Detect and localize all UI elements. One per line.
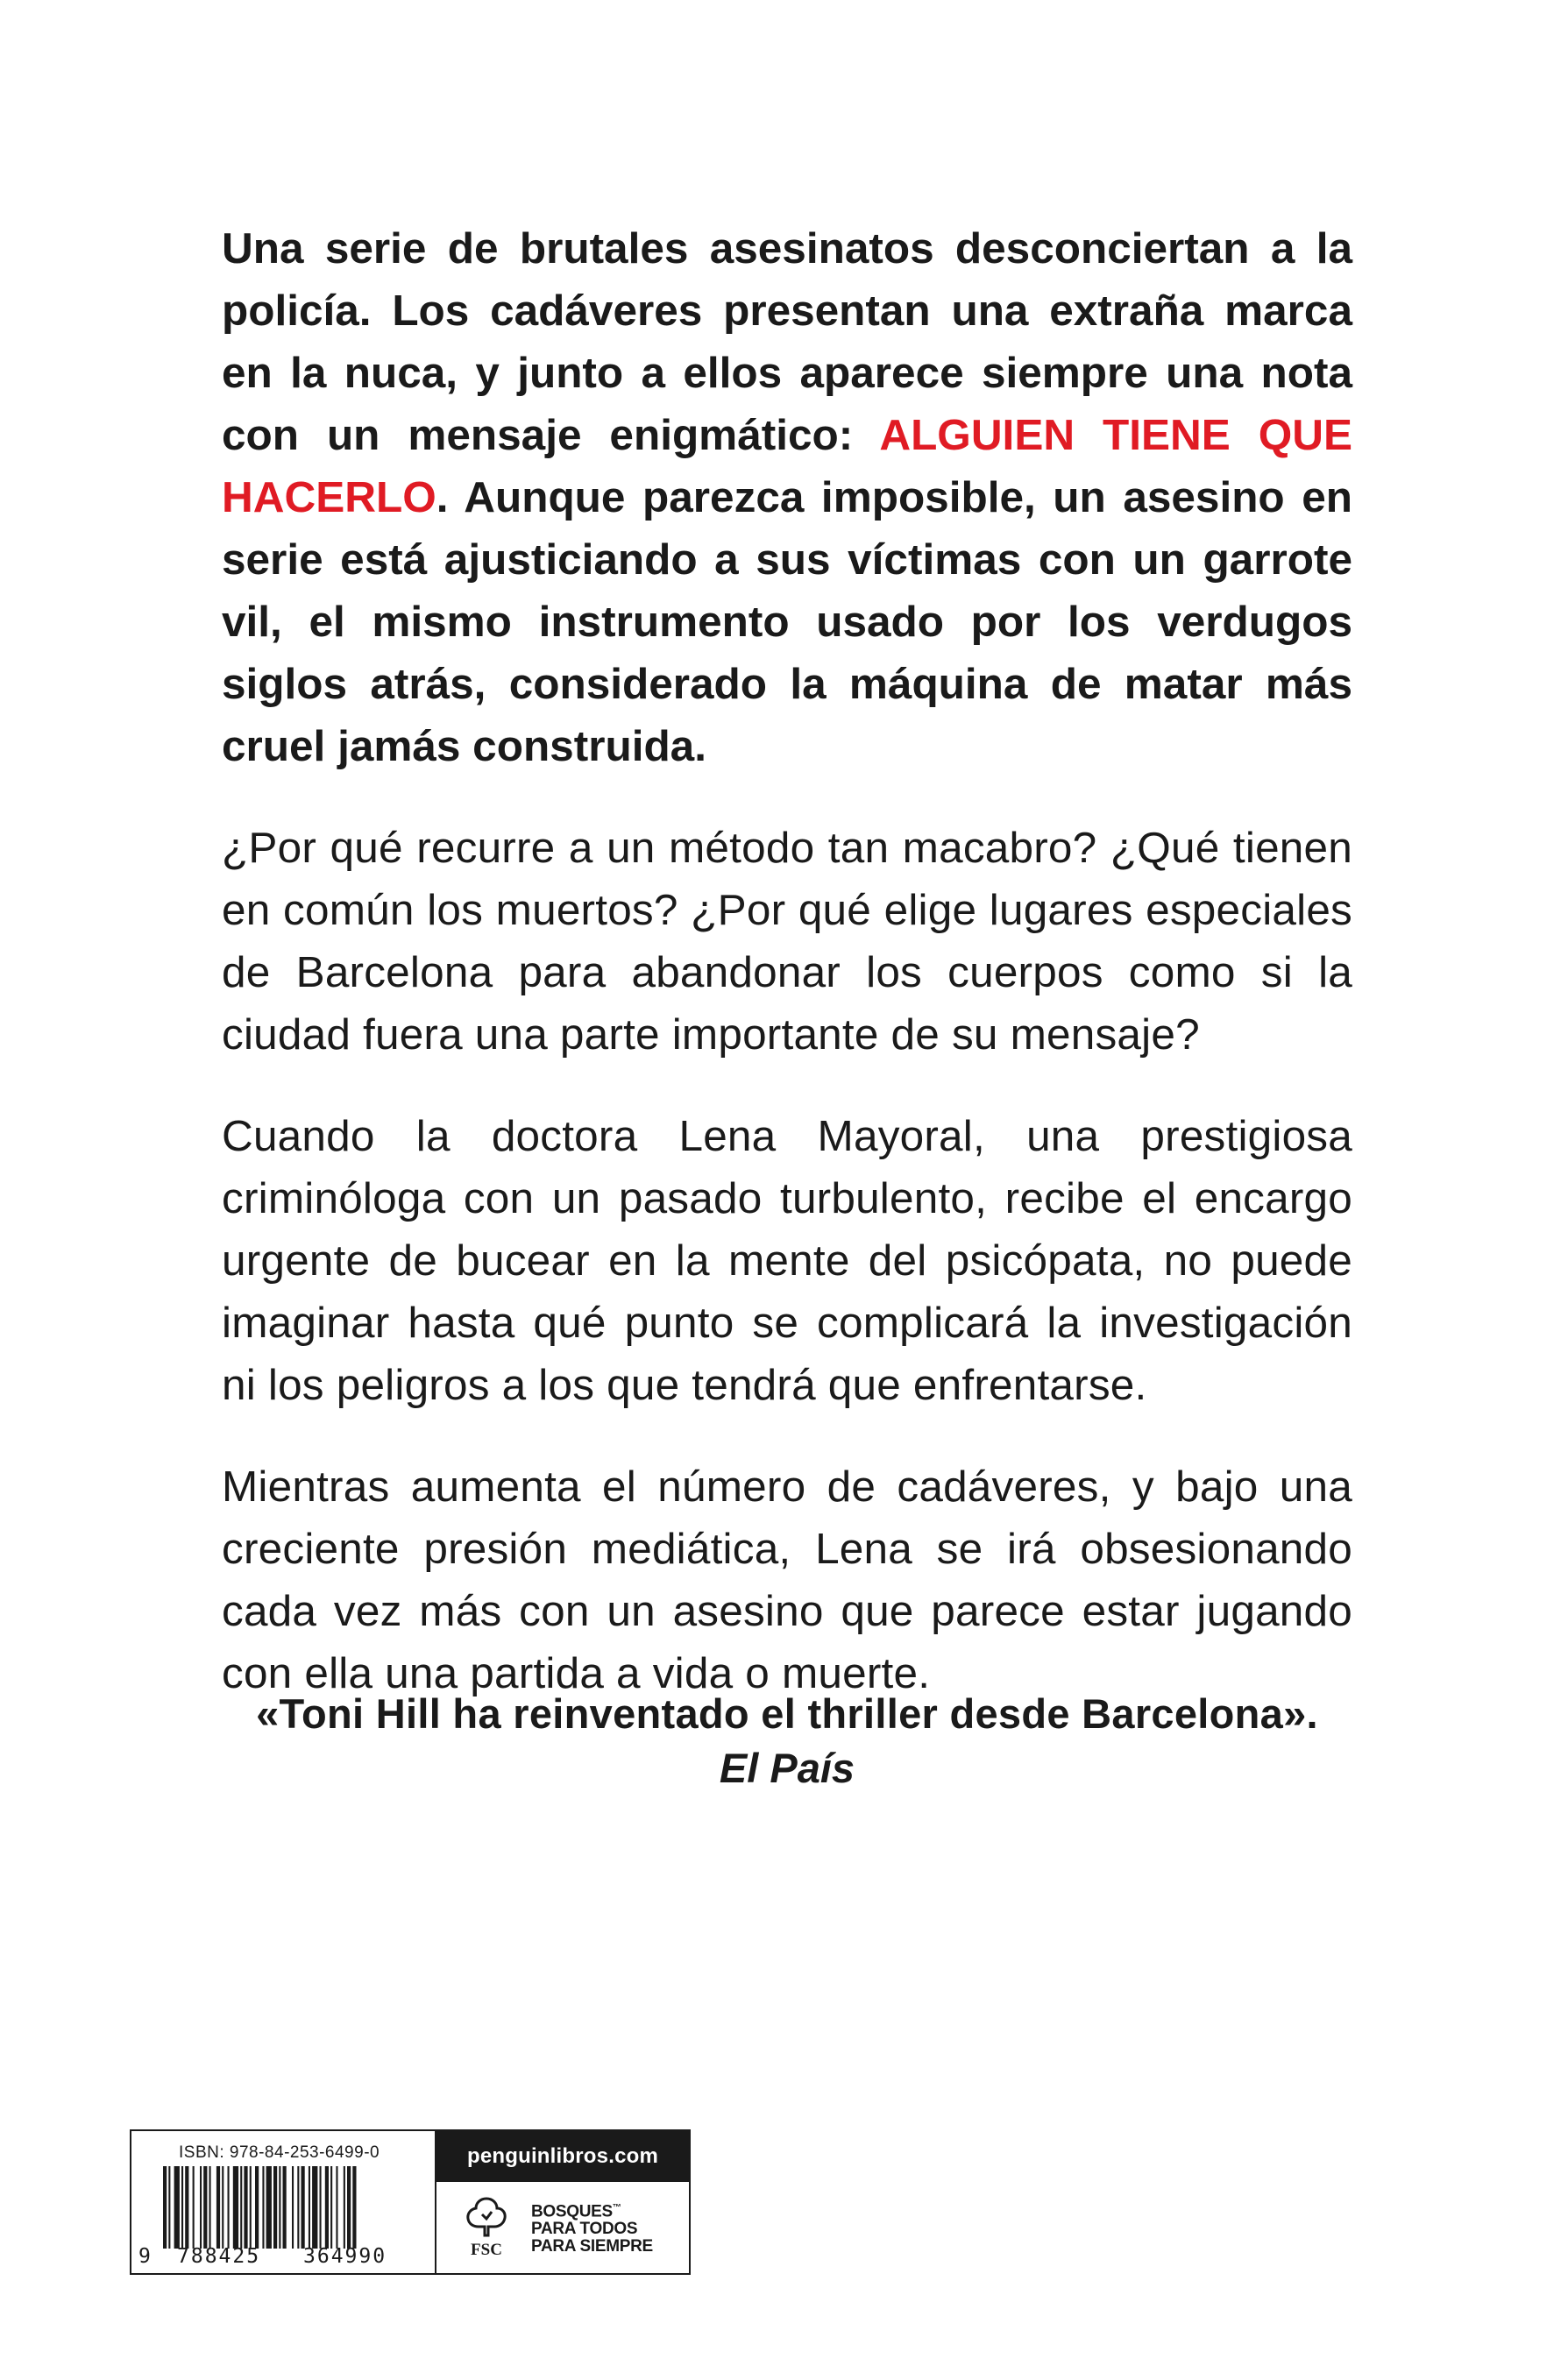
fsc-slogan-word-1: BOSQUES — [531, 2202, 613, 2221]
barcode-area — [131, 2131, 436, 2273]
barcode-bar — [200, 2166, 202, 2249]
barcode-bar — [330, 2166, 332, 2249]
fsc-slogan-line-2: PARA TODOS — [531, 2220, 638, 2239]
barcode-bar — [279, 2166, 280, 2249]
barcode-bar — [250, 2166, 252, 2249]
blurb-paragraph-2: ¿Por qué recurre a un método tan macabro? ¿Qué tienen en común los muertos? ¿Por qué elige lugares especiales de Barcelona para abandonar los cuerpos como si la ciudad fuera una parte importante de su mensaje? — [222, 824, 1352, 1059]
blurb-paragraph-1-start: Una serie de brutales asesinatos desconciertan a la policía. Los cadáveres presentan una extraña marca en la nuca, y junto a ellos aparece siempre una nota con un mensaje enigmático: — [222, 224, 1352, 459]
barcode-bar — [244, 2166, 247, 2249]
blurb-paragraph-4: Mientras aumenta el número de cadáveres, y bajo una creciente presión mediática, Lena se irá obsesionando cada vez más con un asesino que parece estar jugando con ella una partida a vida o muerte. — [222, 1463, 1352, 1697]
barcode-icon — [163, 2166, 426, 2249]
fsc-slogan — [531, 2199, 653, 2256]
barcode-bar — [347, 2166, 351, 2249]
fsc-label: FSC — [471, 2241, 502, 2259]
barcode-bar — [297, 2166, 299, 2249]
barcode-bar — [203, 2166, 207, 2249]
barcode-bar — [163, 2166, 167, 2249]
barcode-bar — [266, 2166, 272, 2249]
back-cover-blurb — [222, 217, 1352, 1744]
barcode-bar — [240, 2166, 242, 2249]
highlight-phrase: ALGUIEN TIENE QUE HACERLO — [222, 411, 1352, 521]
barcode-bar — [255, 2166, 259, 2249]
publisher-area — [436, 2131, 689, 2273]
publisher-website: penguinlibros.com — [436, 2131, 689, 2182]
barcode-bar — [352, 2166, 356, 2249]
barcode-bar — [344, 2166, 345, 2249]
barcode-bar — [262, 2166, 264, 2249]
fsc-certification — [436, 2182, 689, 2273]
fsc-slogan-line-3: PARA SIEMPRE — [531, 2237, 653, 2256]
barcode-bar — [273, 2166, 277, 2249]
barcode-bar — [174, 2166, 180, 2249]
barcode-bar — [233, 2166, 238, 2249]
blurb-paragraph-1-end: . Aunque parezca imposible, un asesino en serie está ajusticiando a sus víctimas con un garrote vil, el mismo instrumento usado por los verdugos siglos atrás, considerado la máquina de matar más cruel jamás construida. — [222, 473, 1352, 770]
barcode-bar — [312, 2166, 317, 2249]
barcode-bar — [216, 2166, 220, 2249]
fsc-tree-icon — [461, 2195, 512, 2239]
quote-source: El País — [719, 1745, 855, 1791]
fsc-slogan-line-1 — [531, 2199, 653, 2221]
barcode-bar — [168, 2166, 170, 2249]
footer-box — [130, 2129, 691, 2275]
barcode-bar — [185, 2166, 188, 2249]
barcode-bar — [292, 2166, 294, 2249]
barcode-bar — [320, 2166, 322, 2249]
barcode-bar — [283, 2166, 287, 2249]
blurb-paragraph-3: Cuando la doctora Lena Mayoral, una prestigiosa criminóloga con un pasado turbulento, recibe el encargo urgente de bucear en la mente del psicópata, no puede imaginar hasta qué punto se complicará la investigación ni los peligros a los que tendrá que enfrentarse. — [222, 1112, 1352, 1409]
barcode-bar — [302, 2166, 305, 2249]
barcode-bar — [325, 2166, 329, 2249]
barcode-bar — [209, 2166, 211, 2249]
fsc-logo — [456, 2195, 517, 2260]
barcode-digit-first: 9 — [138, 2245, 151, 2268]
barcode-bar — [336, 2166, 337, 2249]
isbn-label: ISBN: 978-84-253-6499-0 — [179, 2143, 380, 2162]
barcode-digit-group-2: 364990 — [303, 2245, 387, 2268]
press-quote — [222, 1687, 1352, 1796]
barcode-bar — [309, 2166, 310, 2249]
trademark-symbol: ™ — [612, 2202, 621, 2213]
barcode-bar — [228, 2166, 230, 2249]
barcode-bar — [181, 2166, 183, 2249]
barcode-bar — [222, 2166, 223, 2249]
barcode-bar — [193, 2166, 195, 2249]
blurb-paragraph-1 — [222, 217, 1352, 777]
barcode-digit-group-1: 788425 — [177, 2245, 261, 2268]
quote-text: «Toni Hill ha reinventado el thriller desde Barcelona». — [256, 1690, 1318, 1737]
